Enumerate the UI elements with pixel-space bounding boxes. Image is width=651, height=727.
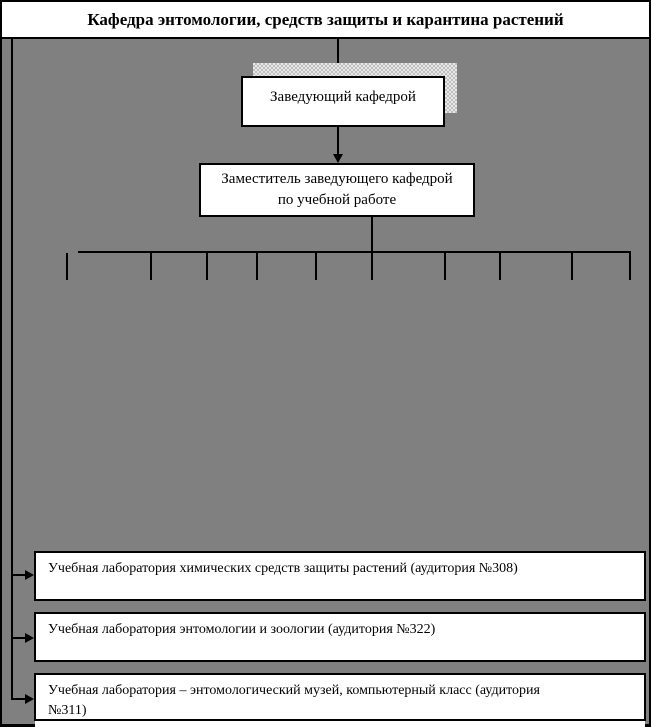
node-lab-entomology-zoology[interactable] [34, 612, 646, 662]
lab-1-label: Учебная лаборатория химических средств защиты растений (аудитория №308) [48, 561, 518, 576]
lab-2-label: Учебная лаборатория энтомологии и зоологии (аудитория №322) [48, 622, 436, 637]
branch-stub [256, 251, 258, 280]
branch-stub [66, 253, 68, 280]
chart-title: Кафедра энтомологии, средств защиты и карантина растений [87, 9, 564, 29]
branch-stub [315, 251, 317, 280]
branch-stub [206, 251, 208, 280]
connector-head-to-deputy [337, 127, 339, 154]
deputy-label-line1: Заместитель заведующего кафедрой [221, 171, 453, 187]
branch-stub [499, 251, 501, 280]
lab-3-label-line2: №311) [48, 703, 87, 718]
branch-stub [629, 251, 631, 280]
arrowhead-to-deputy [333, 154, 343, 163]
branch-stub [444, 251, 446, 280]
deputy-label-line2: по учебной работе [277, 192, 397, 208]
branch-stub [150, 251, 152, 280]
connector-to-lab-1 [11, 574, 25, 576]
connector-deputy-down [371, 217, 373, 280]
left-spine-line [11, 39, 13, 700]
connector-to-lab-3 [11, 698, 25, 700]
node-lab-chemical-protection[interactable] [34, 551, 646, 601]
page-background-strip [35, 721, 645, 727]
node-deputy-head[interactable] [199, 163, 475, 217]
connector-to-lab-2 [11, 637, 25, 639]
canvas-border-left [0, 0, 2, 727]
chart-title-bar [0, 0, 651, 39]
node-lab-museum-computer-class[interactable] [34, 673, 646, 721]
arrowhead-to-lab-3 [25, 694, 34, 704]
arrowhead-to-lab-1 [25, 570, 34, 580]
branch-stub [571, 251, 573, 280]
branch-distribution-line [78, 251, 631, 253]
node-head-of-department[interactable] [241, 76, 445, 127]
arrowhead-to-lab-2 [25, 633, 34, 643]
head-label: Заведующий кафедрой [270, 89, 416, 105]
lab-3-label-line1: Учебная лаборатория – энтомологический музей, компьютерный класс (аудитория [48, 683, 540, 698]
